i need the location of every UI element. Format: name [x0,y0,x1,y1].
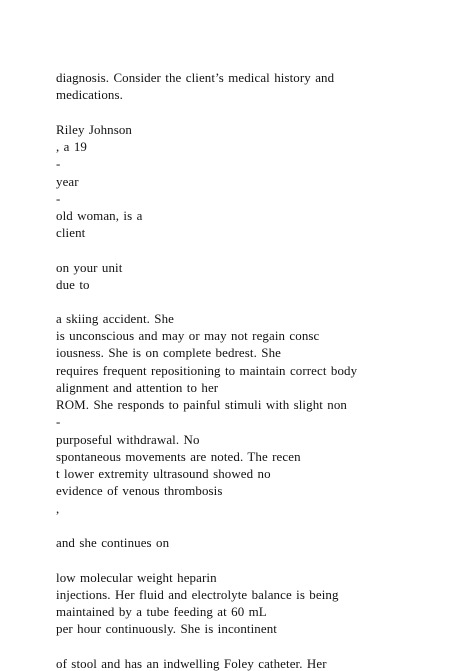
text-line: medications. [56,87,123,103]
text-line: Riley Johnson [56,121,132,137]
text-line: client [56,225,86,241]
text-line: injections. Her fluid and electrolyte balance is being [56,586,339,602]
text-line: - [56,190,61,206]
text-line: , [56,500,60,516]
text-line: maintained by a tube feeding at 60 mL [56,604,267,620]
text-line: alignment and attention to her [56,379,219,395]
text-line: , a 19 [56,139,87,155]
text-line: low molecular weight heparin [56,569,217,585]
text-line: iousness. She is on complete bedrest. She [56,345,281,361]
text-line: and she continues on [56,535,170,551]
text-line: is unconscious and may or may not regain consc [56,327,320,343]
text-line: due to [56,277,90,293]
text-line: of stool and has an indwelling Foley catheter. Her [56,656,327,671]
text-line: - [56,414,61,430]
text-line: on your unit [56,259,123,275]
text-line: year [56,173,79,189]
text-line: t lower extremity ultrasound showed no [56,466,271,482]
text-line: a skiing accident. She [56,310,175,326]
text-line: - [56,156,61,172]
text-line: requires frequent repositioning to maintain correct body [56,362,358,378]
text-line: purposeful withdrawal. No [56,431,200,447]
text-line: spontaneous movements are noted. The recen [56,448,301,464]
text-line: old woman, is a [56,208,143,224]
text-line: ROM. She responds to painful stimuli with slight non [56,397,348,413]
text-line: per hour continuously. She is incontinent [56,621,277,637]
text-line: diagnosis. Consider the client’s medical history and [56,70,335,85]
text-line: evidence of venous thrombosis [56,483,223,499]
